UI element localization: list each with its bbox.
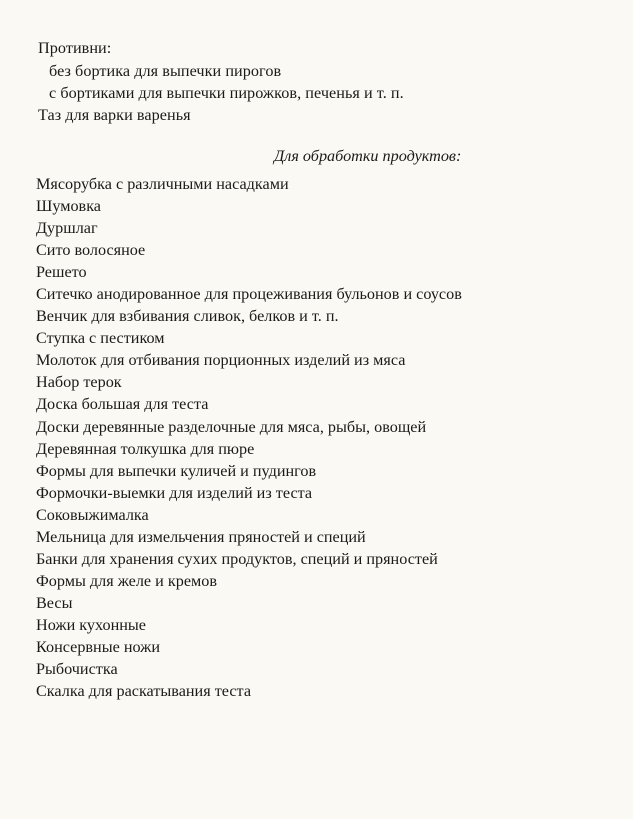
list-item: Сито волосяное [36, 241, 146, 260]
list-item: Банки для хранения сухих продуктов, специй и пряностей [36, 549, 438, 568]
list-item: Доска большая для теста [36, 395, 209, 414]
list-item: Соковыжималка [36, 505, 149, 524]
list-item: Ступка с пестиком [36, 329, 165, 348]
processing-heading: Для обработки продуктов: [274, 147, 462, 165]
list-item: Доски деревянные разделочные для мяса, рыбы, овощей [36, 417, 427, 436]
list-item: Формы для выпечки куличей и пудингов [36, 461, 317, 480]
list-item: Дуршлаг [36, 219, 98, 238]
list-item: Ситечко анодированное для процеживания бульонов и соусов [36, 285, 462, 304]
list-item: Решето [36, 263, 87, 282]
list-item: Ножи кухонные [36, 615, 146, 634]
processing-tools-list [36, 173, 462, 702]
trays-item-with-rims: с бортиками для выпечки пирожков, печенья и т. п. [49, 84, 404, 102]
list-item: Консервные ножи [36, 637, 161, 656]
list-item: Весы [36, 593, 73, 612]
list-item: Мясорубка с различными насадками [36, 175, 289, 193]
list-item: Рыбочистка [36, 660, 118, 679]
list-item: Формы для желе и кремов [36, 571, 218, 590]
list-item: Молоток для отбивания порционных изделий из мяса [36, 351, 406, 370]
list-item: Мельница для измельчения пряностей и специй [36, 527, 366, 546]
list-item: Скалка для раскатывания теста [36, 682, 252, 701]
list-item: Венчик для взбивания сливок, белков и т. п. [36, 307, 339, 326]
jam-basin-item: Таз для варки варенья [38, 106, 191, 124]
list-item: Шумовка [36, 197, 101, 216]
list-item: Деревянная толкушка для пюре [36, 439, 255, 458]
list-item: Формочки-выемки для изделий из теста [36, 483, 313, 502]
trays-item-without-rim: без бортика для выпечки пирогов [49, 62, 282, 80]
list-item: Набор терок [36, 373, 122, 392]
trays-title: Противни: [38, 39, 112, 57]
